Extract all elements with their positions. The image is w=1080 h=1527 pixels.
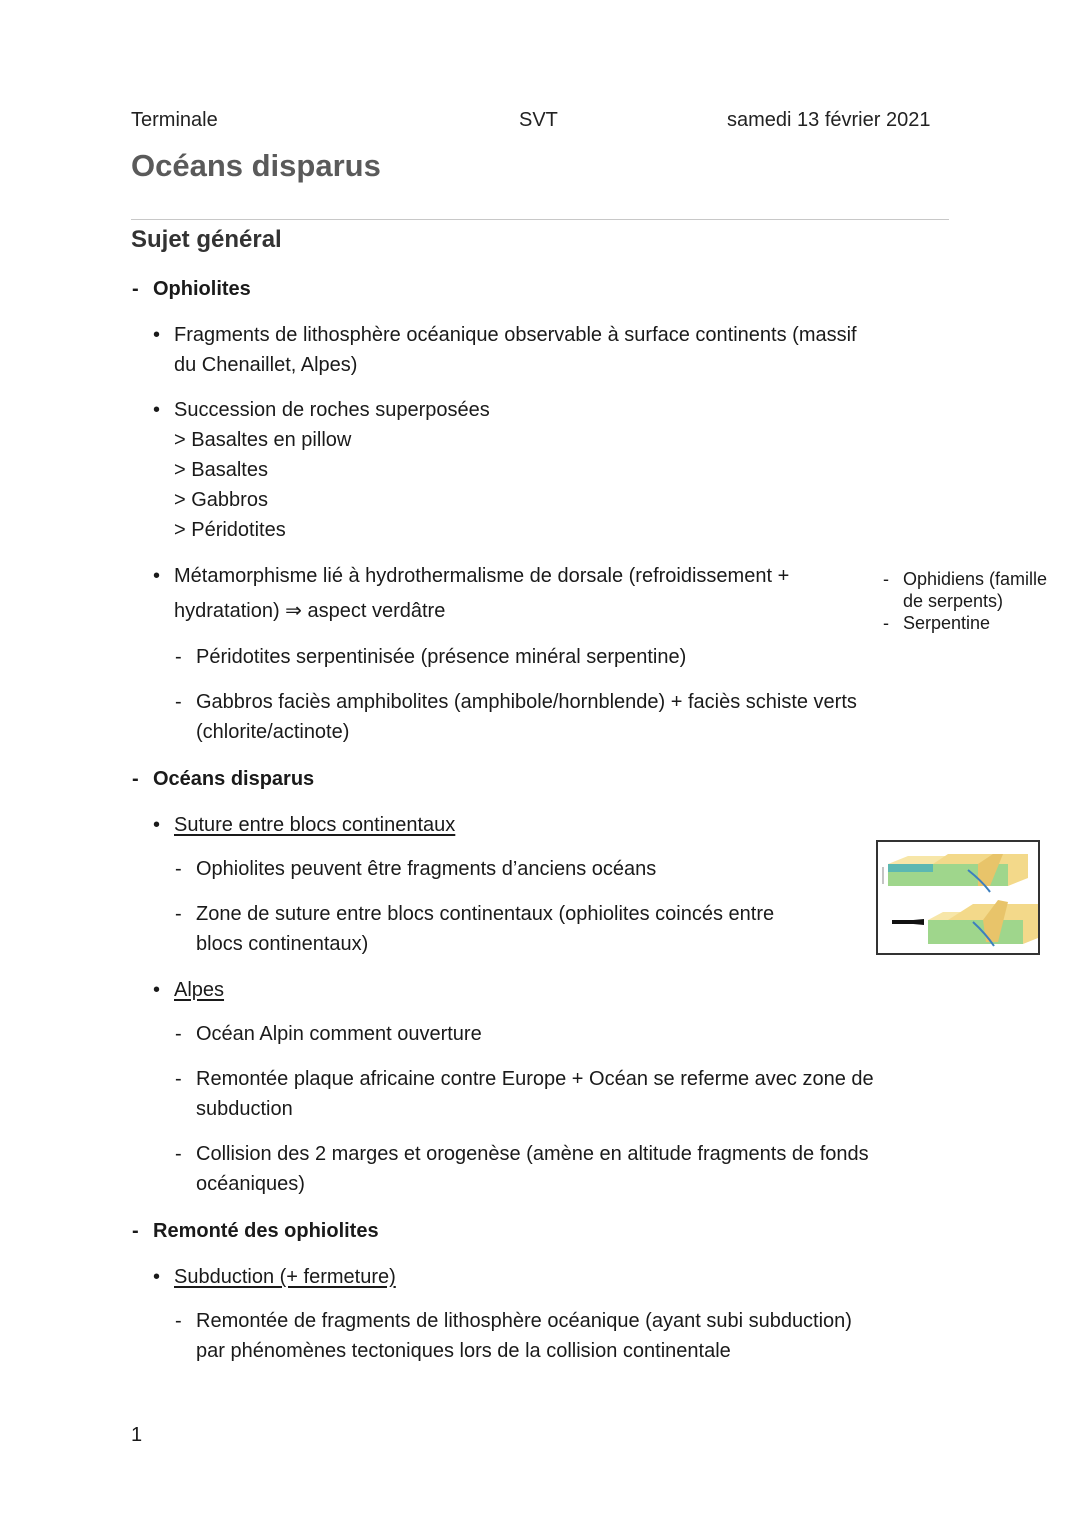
bullet-fragments-line1: • Fragments de lithosphère océanique observable à surface continents (massif: [174, 324, 857, 346]
section-subtitle: Sujet général: [131, 226, 282, 253]
sub-remontee-fragments-line1: - Remontée de fragments de lithosphère océanique (ayant subi subduction): [196, 1310, 852, 1332]
header-class: Terminale: [131, 109, 218, 131]
header-date: samedi 13 février 2021: [727, 109, 931, 131]
sub-remontee-fragments-line2: par phénomènes tectoniques lors de la collision continentale: [196, 1340, 731, 1362]
suture-diagram: [876, 840, 1040, 955]
title-divider: [131, 219, 949, 220]
rock-item-gabbros: > Gabbros: [174, 489, 268, 511]
sub-collision: [196, 1139, 869, 1199]
sub-gabbros-facies-line2: (chlorite/actinote): [196, 721, 350, 743]
section-heading-remonte: - Remonté des ophiolites: [153, 1216, 379, 1246]
section-heading-ophiolites: - Ophiolites: [153, 274, 251, 304]
sub-zone-suture-line2: blocs continentaux): [196, 933, 369, 955]
bullet-metamorphisme-line1: • Métamorphisme lié à hydrothermalisme de dorsale (refroidissement +: [174, 565, 790, 587]
top-block-ocean: [888, 864, 933, 872]
bullet-fragments: [174, 320, 857, 380]
bullet-metamorphisme-line2: hydratation) ⇒ aspect verdâtre: [174, 600, 446, 622]
bullet-subduction-text: • Subduction (+ fermeture): [174, 1266, 396, 1288]
rock-item-pillow: > Basaltes en pillow: [174, 429, 352, 451]
suture-diagram-svg: [878, 842, 1038, 953]
sub-gabbros-facies-line1: - Gabbros faciès amphibolites (amphibole/hornblende) + faciès schiste verts: [196, 691, 857, 713]
header-subject: SVT: [519, 109, 558, 131]
bullet-subduction: [174, 1262, 396, 1292]
bullet-alpes: [174, 975, 224, 1005]
sub-remontee-plaque: [196, 1064, 874, 1124]
sub-remontee-plaque-line2: subduction: [196, 1098, 293, 1120]
compression-arrow-shaft: [892, 920, 922, 924]
rock-item-basaltes: > Basaltes: [174, 459, 268, 481]
sub-remontee-fragments: [196, 1306, 852, 1366]
page-title: Océans disparus: [131, 148, 381, 183]
sub-collision-line2: océaniques): [196, 1173, 305, 1195]
side-note-ophidiens: [903, 568, 1047, 612]
page-number: 1: [131, 1424, 143, 1446]
side-note-ophidiens-line2: de serpents): [903, 591, 1004, 611]
bullet-alpes-text: • Alpes: [174, 979, 225, 1001]
sub-peridotites-serpentinisee: - Péridotites serpentinisée (présence minéral serpentine): [196, 642, 686, 672]
sub-gabbros-facies: [196, 687, 857, 747]
sub-remontee-plaque-line1: - Remontée plaque africaine contre Europe + Océan se referme avec zone de: [196, 1068, 874, 1090]
bullet-succession-text: • Succession de roches superposées: [174, 399, 490, 421]
bullet-succession: [174, 395, 490, 545]
section-heading-oceans-disparus: - Océans disparus: [153, 764, 314, 794]
bullet-metamorphisme: [174, 561, 789, 626]
rock-item-peridotites: > Péridotites: [174, 519, 286, 541]
bullet-suture: [174, 810, 455, 840]
sub-ophiolites-fragments: - Ophiolites peuvent être fragments d’anciens océans: [196, 854, 656, 884]
side-note-ophidiens-line1: - Ophidiens (famille: [903, 569, 1048, 589]
sub-zone-suture: [196, 899, 774, 959]
bullet-suture-text: • Suture entre blocs continentaux: [174, 814, 456, 836]
side-note-serpentine: - Serpentine: [903, 612, 990, 634]
sub-collision-line1: - Collision des 2 marges et orogenèse (amène en altitude fragments de fonds: [196, 1143, 869, 1165]
bullet-fragments-line2: du Chenaillet, Alpes): [174, 354, 358, 376]
sub-zone-suture-line1: - Zone de suture entre blocs continentaux (ophiolites coincés entre: [196, 903, 775, 925]
sub-ocean-alpin: - Océan Alpin comment ouverture: [196, 1019, 482, 1049]
